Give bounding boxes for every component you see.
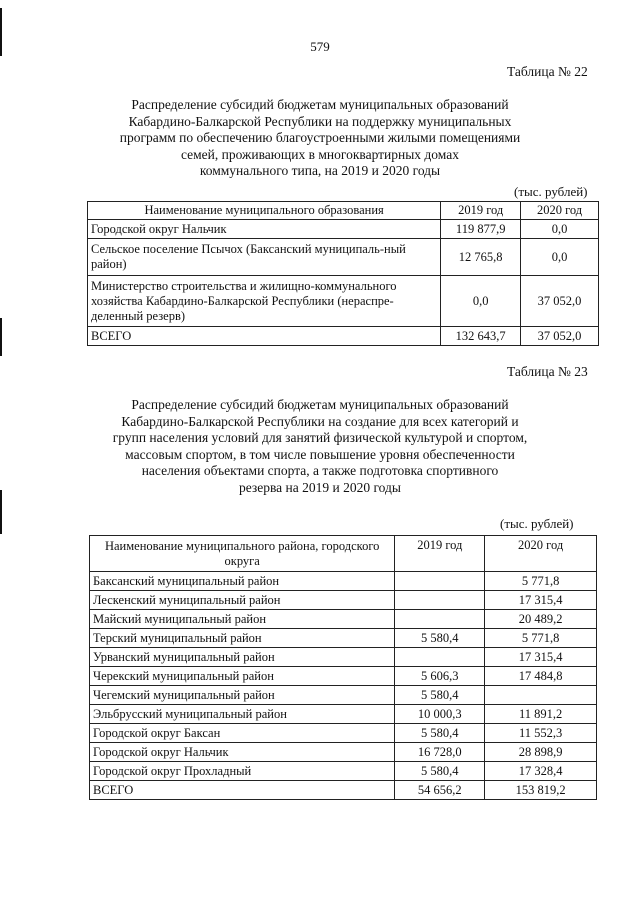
row-value-2020: 37 052,0 xyxy=(521,276,599,327)
table22-title xyxy=(100,97,540,180)
table-header-row xyxy=(90,536,597,572)
table-row xyxy=(90,705,597,724)
row-value-2020: 0,0 xyxy=(521,220,599,239)
table-row xyxy=(90,667,597,686)
row-value-2020: 11 552,3 xyxy=(485,724,597,743)
row-value-2020: 5 771,8 xyxy=(485,629,597,648)
table22-label: Таблица № 22 xyxy=(507,64,588,79)
table23-units: (тыс. рублей) xyxy=(500,516,574,531)
row-value-2019 xyxy=(395,610,485,629)
column-header-name: Наименование муниципального района, городского округа xyxy=(90,536,395,572)
row-value-2020: 5 771,8 xyxy=(485,572,597,591)
row-name: Эльбрусский муниципальный район xyxy=(90,705,395,724)
row-name: ВСЕГО xyxy=(90,781,395,800)
table-row xyxy=(90,648,597,667)
row-value-2019: 5 580,4 xyxy=(395,629,485,648)
row-value-2019: 12 765,8 xyxy=(441,239,521,276)
table-row xyxy=(90,724,597,743)
table-row-total xyxy=(88,327,599,346)
row-name: ВСЕГО xyxy=(88,327,441,346)
table-row xyxy=(90,629,597,648)
table-row-total xyxy=(90,781,597,800)
row-value-2019 xyxy=(395,572,485,591)
table-row xyxy=(90,591,597,610)
row-name: Лескенский муниципальный район xyxy=(90,591,395,610)
table-row xyxy=(90,743,597,762)
row-value-2019: 5 580,4 xyxy=(395,762,485,781)
row-name: Терский муниципальный район xyxy=(90,629,395,648)
scan-edge-mark xyxy=(0,318,2,356)
row-value-2019: 10 000,3 xyxy=(395,705,485,724)
row-name: Городской округ Нальчик xyxy=(90,743,395,762)
table-row xyxy=(90,572,597,591)
table23-title-line: Распределение субсидий бюджетам муниципальных образований xyxy=(131,397,509,412)
table22-units: (тыс. рублей) xyxy=(514,184,588,199)
row-value-2019: 16 728,0 xyxy=(395,743,485,762)
page-number: 579 xyxy=(310,39,330,54)
table22-title-line: коммунального типа, на 2019 и 2020 годы xyxy=(199,163,441,178)
table-header-row xyxy=(88,202,599,220)
row-value-2020: 17 328,4 xyxy=(485,762,597,781)
table-row xyxy=(88,239,599,276)
row-value-2019: 5 580,4 xyxy=(395,686,485,705)
table-row xyxy=(90,762,597,781)
table22-title-line: программ по обеспечению благоустроенными жилыми помещениями xyxy=(119,130,521,145)
table23-label: Таблица № 23 xyxy=(507,364,588,379)
column-header-2020: 2020 год xyxy=(521,202,599,220)
row-value-2019: 0,0 xyxy=(441,276,521,327)
row-name: Городской округ Нальчик xyxy=(88,220,441,239)
table-row xyxy=(90,610,597,629)
table-row xyxy=(88,276,599,327)
table-row xyxy=(88,220,599,239)
table23-title-line: групп населения условий для занятий физической культурой и спортом, xyxy=(112,430,528,445)
table23-title xyxy=(100,397,540,496)
row-name: Черекский муниципальный район xyxy=(90,667,395,686)
table23 xyxy=(89,535,597,800)
row-name: Министерство строительства и жилищно-коммунального хозяйства Кабардино-Балкарской Республики (нераспре-деленный резерв) xyxy=(88,276,441,327)
column-header-2019: 2019 год xyxy=(395,536,485,572)
row-value-2020: 28 898,9 xyxy=(485,743,597,762)
row-value-2020: 17 484,8 xyxy=(485,667,597,686)
row-name: Городской округ Прохладный xyxy=(90,762,395,781)
row-value-2020: 11 891,2 xyxy=(485,705,597,724)
table22-title-line: Распределение субсидий бюджетам муниципальных образований xyxy=(131,97,509,112)
row-value-2020 xyxy=(485,686,597,705)
table22 xyxy=(87,201,599,346)
row-value-2019: 5 580,4 xyxy=(395,724,485,743)
row-value-2019: 132 643,7 xyxy=(441,327,521,346)
row-value-2019: 54 656,2 xyxy=(395,781,485,800)
table23-title-line: резерва на 2019 и 2020 годы xyxy=(239,479,401,495)
column-header-2020: 2020 год xyxy=(485,536,597,572)
table-row xyxy=(90,686,597,705)
row-value-2020: 37 052,0 xyxy=(521,327,599,346)
row-name: Сельское поселение Псычох (Баксанский муниципаль-ный район) xyxy=(88,239,441,276)
row-value-2020: 17 315,4 xyxy=(485,591,597,610)
row-name: Урванский муниципальный район xyxy=(90,648,395,667)
table23-title-line: Кабардино-Балкарской Республики на создание для всех категорий и xyxy=(121,413,519,429)
table23-title-line: массовым спортом, в том числе повышение уровня обеспеченности xyxy=(125,446,515,462)
row-value-2020: 20 489,2 xyxy=(485,610,597,629)
row-name: Майский муниципальный район xyxy=(90,610,395,629)
row-value-2020: 0,0 xyxy=(521,239,599,276)
row-value-2019 xyxy=(395,591,485,610)
row-value-2020: 153 819,2 xyxy=(485,781,597,800)
table22-title-line: семей, проживающих в многоквартирных домах xyxy=(180,146,459,162)
row-name: Баксанский муниципальный район xyxy=(90,572,395,591)
row-value-2019: 5 606,3 xyxy=(395,667,485,686)
row-name: Чегемский муниципальный район xyxy=(90,686,395,705)
row-name: Городской округ Баксан xyxy=(90,724,395,743)
table22-title-line: Кабардино-Балкарской Республики на поддержку муниципальных xyxy=(128,113,512,129)
column-header-2019: 2019 год xyxy=(441,202,521,220)
table23-title-line: населения объектами спорта, а также подготовка спортивного xyxy=(141,463,499,478)
row-value-2020: 17 315,4 xyxy=(485,648,597,667)
column-header-name: Наименование муниципального образования xyxy=(88,202,441,220)
scan-edge-mark xyxy=(0,490,2,534)
row-value-2019 xyxy=(395,648,485,667)
row-value-2019: 119 877,9 xyxy=(441,220,521,239)
